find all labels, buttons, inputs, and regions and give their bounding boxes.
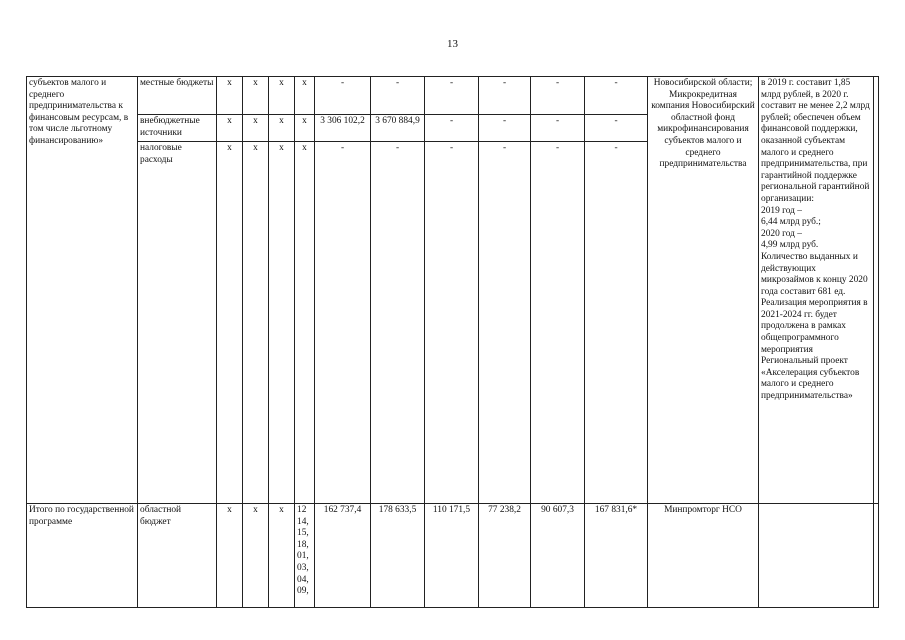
code-cell: x	[243, 115, 269, 142]
value-cell: 167 831,6*	[585, 504, 648, 608]
executor-cell: Минпромторг НСО	[648, 504, 759, 608]
code-cell: x	[217, 504, 243, 608]
value-cell: -	[479, 142, 531, 504]
value-cell: -	[531, 77, 585, 115]
code-list-item: 15,	[297, 528, 309, 539]
result-line: 2020 год –	[761, 228, 802, 239]
spacer-cell	[874, 77, 879, 504]
value-cell: -	[425, 77, 479, 115]
code-cell: x	[217, 115, 243, 142]
total-label: Итого по государственной программе	[27, 504, 138, 608]
result-cell	[759, 77, 874, 504]
result-line: в 2019 г. составит 1,85 млрд рублей, в 2020 г. составит не менее 2,2 млрд рублей; обеспечен объем финансовой поддержки, оказанной субъектам малого и среднего предпринимательства, при гарантийной поддержке региональной гарантийной организации:	[761, 78, 870, 204]
value-cell: 162 737,4	[315, 504, 371, 608]
value-cell: -	[585, 115, 648, 142]
value-cell: 3 670 884,9	[371, 115, 425, 142]
code-cell: x	[269, 77, 295, 115]
value-cell: -	[425, 142, 479, 504]
code-list-item: 04,	[297, 574, 309, 585]
value-cell: 90 607,3	[531, 504, 585, 608]
code-list-item: 12	[297, 505, 307, 515]
result-line: Реализация мероприятия в 2021-2024 гг. будет продолжена в рамках общепрограммного мероприятия Региональный проект «Акселерация субъектов малого и среднего предпринимательства»	[761, 298, 868, 402]
value-cell: 3 306 102,2	[315, 115, 371, 142]
code-cell: x	[269, 115, 295, 142]
value-cell: -	[315, 77, 371, 115]
code-cell: x	[269, 504, 295, 608]
code-cell: x	[295, 115, 315, 142]
table-row	[27, 77, 879, 115]
source-cell: внебюджетные источники	[138, 115, 217, 142]
code-cell: x	[243, 77, 269, 115]
value-cell: 178 633,5	[371, 504, 425, 608]
value-cell: -	[585, 142, 648, 504]
code-list-item: 14,	[297, 516, 309, 527]
value-cell: -	[371, 77, 425, 115]
value-cell: 110 171,5	[425, 504, 479, 608]
code-cell: x	[217, 142, 243, 504]
code-list-item: 09,	[297, 586, 309, 597]
value-cell: -	[531, 142, 585, 504]
code-list-cell	[295, 504, 315, 608]
section-description: субъектов малого и среднего предпринимательства к финансовым ресурсам, в том числе льготному финансированию»	[27, 77, 138, 504]
value-cell: -	[315, 142, 371, 504]
value-cell: -	[479, 77, 531, 115]
value-cell: -	[479, 115, 531, 142]
result-line: 6,44 млрд руб.;	[761, 217, 821, 228]
source-cell: налоговые расходы	[138, 142, 217, 504]
table-row	[27, 504, 879, 608]
value-cell: -	[371, 142, 425, 504]
page-number: 13	[447, 38, 458, 50]
code-cell: x	[295, 142, 315, 504]
program-table	[26, 76, 879, 608]
code-cell: x	[217, 77, 243, 115]
code-cell: x	[243, 504, 269, 608]
value-cell: -	[585, 77, 648, 115]
source-cell: местные бюджеты	[138, 77, 217, 115]
executor-cell: Новосибирской области; Микрокредитная компания Новосибирский областной фонд микрофинансирования субъектов малого и среднего предпринимательства	[648, 77, 759, 504]
code-cell: x	[295, 77, 315, 115]
source-cell: областной бюджет	[138, 504, 217, 608]
value-cell: 77 238,2	[479, 504, 531, 608]
value-cell: -	[531, 115, 585, 142]
code-cell: x	[269, 142, 295, 504]
result-line: 2019 год –	[761, 205, 802, 216]
result-line: 4,99 млрд руб.	[761, 240, 819, 251]
result-cell	[759, 504, 874, 608]
code-list-item: 18,	[297, 539, 309, 550]
spacer-cell	[874, 504, 879, 608]
value-cell: -	[425, 115, 479, 142]
code-cell: x	[243, 142, 269, 504]
result-line: Количество выданных и действующих микрозаймов к концу 2020 года составит 681 ед.	[761, 251, 868, 297]
code-list-item: 03,	[297, 562, 309, 573]
code-list-item: 01,	[297, 551, 309, 562]
